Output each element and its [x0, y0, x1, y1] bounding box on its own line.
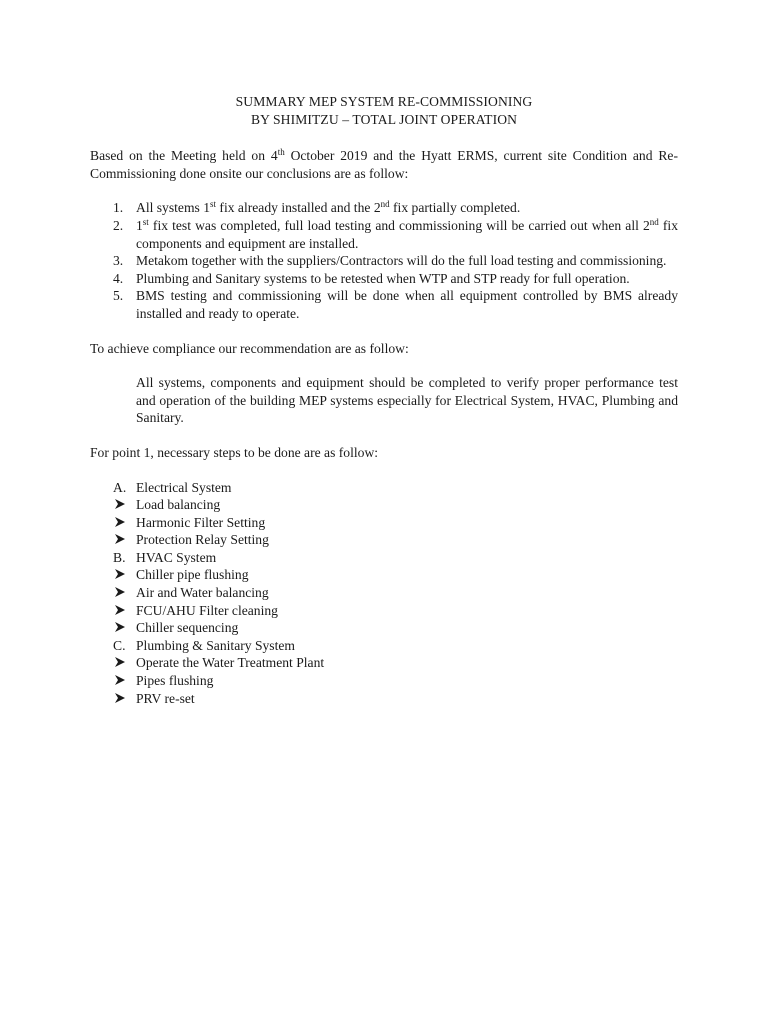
findings-list: [90, 199, 678, 322]
list-superscript: st: [142, 216, 149, 227]
recommendation-intro: To achieve compliance our recommendation are as follow:: [90, 340, 409, 356]
arrow-bullet-icon: [114, 656, 126, 668]
list-text: fix already installed and the 2: [216, 200, 381, 216]
step-label: Protection Relay Setting: [136, 532, 269, 548]
list-superscript: st: [210, 199, 217, 210]
step-label: Chiller sequencing: [136, 620, 239, 636]
step-label: Air and Water balancing: [136, 585, 269, 601]
list-number: 2.: [113, 217, 124, 233]
list-number: 1.: [113, 200, 124, 216]
intro-text-start: Based on the Meeting held on 4: [90, 148, 278, 164]
arrow-bullet-icon: [114, 533, 126, 545]
intro-paragraph: [90, 147, 678, 182]
intro-text-end: October 2019 and the Hyatt ERMS, current site Condition and Re-Commissioning done onsite our conclusions are as follow:: [90, 148, 678, 181]
list-item: [90, 672, 678, 690]
arrow-bullet-icon: [114, 568, 126, 580]
list-item: [90, 549, 678, 567]
arrow-bullet-icon: [114, 621, 126, 633]
list-item: [90, 531, 678, 549]
document-title-line-2: BY SHIMITZU – TOTAL JOINT OPERATION: [250, 111, 518, 127]
step-label: Plumbing & Sanitary System: [136, 637, 295, 653]
steps-list: [90, 479, 678, 708]
document-title-line-1: SUMMARY MEP SYSTEM RE-COMMISSIONING: [235, 94, 533, 109]
list-item: [90, 602, 678, 620]
list-item: [90, 252, 678, 270]
section-marker: B.: [113, 549, 126, 565]
document-body: [90, 93, 678, 707]
list-number: 4.: [113, 270, 124, 286]
arrow-bullet-icon: [114, 586, 126, 598]
step-label: Load balancing: [136, 497, 221, 513]
list-text: fix partially completed.: [389, 200, 521, 216]
step-label: Operate the Water Treatment Plant: [136, 655, 325, 671]
list-superscript: nd: [380, 199, 390, 210]
step-label: Chiller pipe flushing: [136, 567, 249, 583]
list-item: [90, 654, 678, 672]
list-item: [90, 619, 678, 637]
step-label: PRV re-set: [136, 690, 195, 706]
list-text: Metakom together with the suppliers/Contractors will do the full load testing and commissioning.: [136, 253, 667, 269]
list-item: [90, 199, 678, 217]
step-label: Harmonic Filter Setting: [136, 514, 266, 530]
list-item: [90, 514, 678, 532]
steps-intro: For point 1, necessary steps to be done are as follow:: [90, 444, 379, 460]
arrow-bullet-icon: [114, 692, 126, 704]
list-text: 1: [136, 217, 143, 233]
intro-superscript: th: [277, 147, 285, 158]
list-item: [90, 690, 678, 708]
arrow-bullet-icon: [114, 498, 126, 510]
recommendation-body: All systems, components and equipment should be completed to verify proper performance test and operation of the building MEP systems especially for Electrical System, HVAC, Plumbing and Sanitary.: [136, 375, 678, 426]
step-label: HVAC System: [136, 549, 217, 565]
list-superscript: nd: [649, 216, 659, 227]
list-item: [90, 637, 678, 655]
section-marker: A.: [113, 479, 127, 495]
list-text: All systems 1: [136, 200, 211, 216]
list-text: Plumbing and Sanitary systems to be retested when WTP and STP ready for full operation.: [136, 270, 630, 286]
list-item: [90, 217, 678, 252]
list-item: [90, 479, 678, 497]
arrow-bullet-icon: [114, 604, 126, 616]
step-label: FCU/AHU Filter cleaning: [136, 602, 278, 618]
list-number: 5.: [113, 288, 124, 304]
list-item: [90, 584, 678, 602]
list-number: 3.: [113, 253, 124, 269]
section-marker: C.: [113, 637, 126, 653]
arrow-bullet-icon: [114, 674, 126, 686]
list-item: [90, 496, 678, 514]
step-label: Pipes flushing: [136, 673, 214, 689]
list-text: fix test was completed, full load testing and commissioning will be carried out when all 2: [148, 217, 650, 233]
list-item: [90, 566, 678, 584]
list-text: BMS testing and commissioning will be done when all equipment controlled by BMS already installed and ready to operate.: [136, 288, 678, 321]
list-text: fix components and equipment are installed.: [136, 217, 679, 251]
list-item: [90, 270, 678, 288]
step-label: Electrical System: [136, 479, 232, 495]
arrow-bullet-icon: [114, 516, 126, 528]
list-item: [90, 287, 678, 322]
